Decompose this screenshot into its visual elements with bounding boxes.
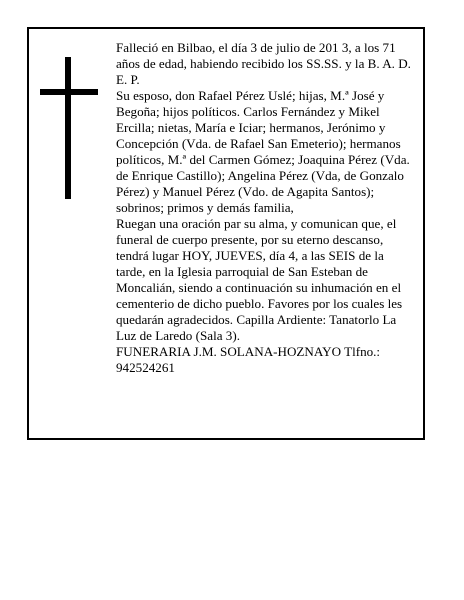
obituary-notice — [27, 27, 425, 440]
funeral-details: Ruegan una oración par su alma, y comunican que, el funeral de cuerpo presente, por su eterno descanso, tendrá lugar HOY, JUEVES, día 4, a las SEIS de la tarde, en la Iglesia parroquial de San Esteban de Moncalián, siendo a continuación su inhumación en el cementerio de dicho pueblo. Favores por los cuales les quedarán agradecidos. Capilla Ardiente: Tanatorlo La Luz de Laredo (Sala 3). — [116, 216, 403, 343]
funeral-home-contact: FUNERARIA J.M. SOLANA-HOZNAYO Tlfno.: 942524261 — [116, 344, 381, 375]
cross-vertical-bar — [65, 57, 71, 199]
cross-icon — [40, 57, 98, 199]
notice-text — [116, 40, 416, 376]
family-list: Su esposo, don Rafael Pérez Uslé; hijas, M.ª José y Begoña; hijos políticos. Carlos Fernández y Mikel Ercilla; nietas, María e Iciar; hermanos, Jerónimo y Concepción (Vda. de Rafael San Emeterio); hermanos políticos, M.ª del Carmen Gómez; Joaquina Pérez (Vda. de Enrique Castillo); Angelina Pérez (Vda, de Gonzalo Pérez) y Manuel Pérez (Vdo. de Agapita Santos); sobrinos; primos y demás familia, — [116, 88, 410, 215]
cross-horizontal-bar — [40, 89, 98, 95]
death-announcement: Falleció en Bilbao, el día 3 de julio de 201 3, a los 71 años de edad, habiendo recibido los SS.SS. y la B. A. D. E. P. — [116, 40, 411, 87]
